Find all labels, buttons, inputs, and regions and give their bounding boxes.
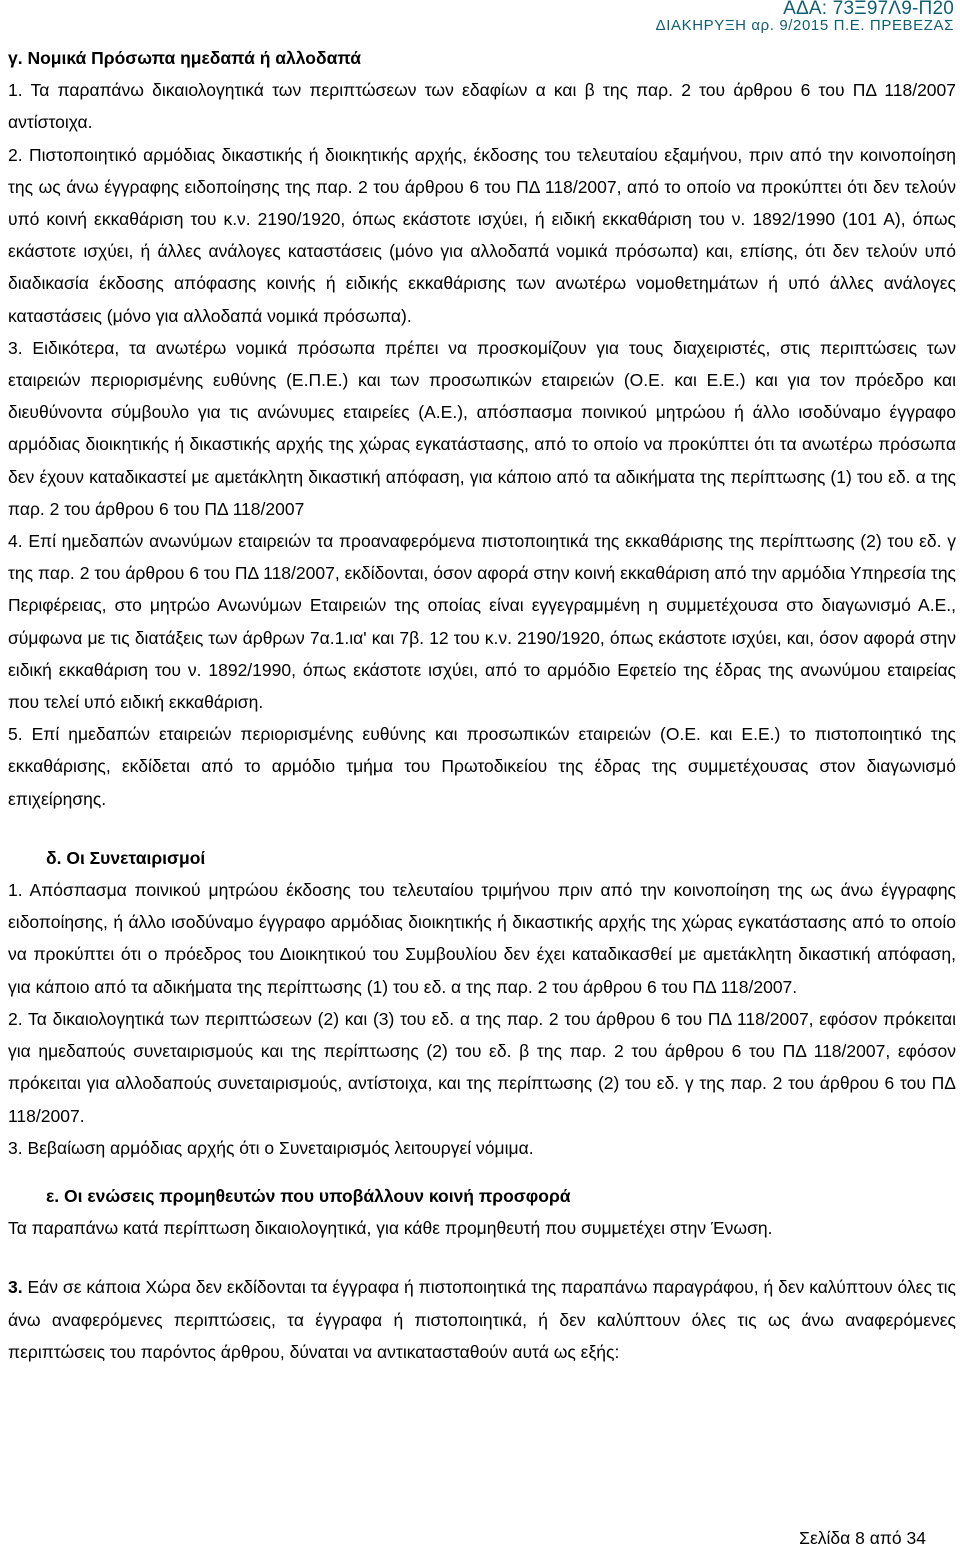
- document-body: [8, 42, 956, 1368]
- section-d-paragraph-3: 3. Βεβαίωση αρμόδιας αρχής ότι ο Συνεταιρισμός λειτουργεί νόμιμα.: [8, 1137, 534, 1158]
- section-d-title: δ. Οι Συνεταιρισμοί: [46, 847, 206, 868]
- section-e-title: ε. Οι ενώσεις προμηθευτών που υποβάλλουν κοινή προσφορά: [46, 1185, 571, 1206]
- spacer: [8, 1164, 956, 1180]
- section-e-paragraph-3: [8, 1271, 956, 1368]
- section-g-paragraph-1: 1. Τα παραπάνω δικαιολογητικά των περιπτώσεων των εδαφίων α και β της παρ. 2 του άρθρου 6 του ΠΔ 118/2007 αντίστοιχα.: [8, 80, 956, 133]
- spacer: [8, 815, 956, 842]
- paragraph-number: 3.: [8, 1277, 23, 1298]
- document-header: [656, 0, 954, 34]
- ada-code: ΑΔΑ: 73Ξ97Λ9-Π20: [783, 0, 954, 19]
- spacer: [8, 1244, 956, 1271]
- section-g-paragraph-4: 4. Επί ημεδαπών ανωνύμων εταιρειών τα προαναφερόμενα πιστοποιητικά της εκκαθάρισης της περίπτωσης (2) του εδ. γ της παρ. 2 του άρθρου 6 του ΠΔ 118/2007, εκδίδονται, όσον αφορά στην κοινή εκκαθάριση από την αρμόδια Υπηρεσία της Περιφέρειας, στο μητρώο Ανωνύμων Εταιρειών της οποίας είναι εγγεγραμμένη η συμμετέχουσα στο διαγωνισμό Α.Ε., σύμφωνα με τις διατάξεις των άρθρων 7α.1.ια' και 7β. 12 του κ.ν. 2190/1920, όπως εκάστοτε ισχύει, και, όσον αφορά στην ειδική εκκαθάριση του ν. 1892/1990, όπως εκάστοτε ισχύει, από το αρμόδιο Εφετείο της έδρας της ανωνύμου εταιρείας που τελεί υπό ειδική εκκαθάριση.: [8, 531, 956, 713]
- section-g-paragraph-5: 5. Επί ημεδαπών εταιρειών περιορισμένης ευθύνης και προσωπικών εταιρειών (Ο.Ε. και Ε.Ε.) το πιστοποιητικό της εκκαθάρισης, εκδίδεται από το αρμόδιο τμήμα του Πρωτοδικείου της έδρας της συμμετέχουσας στον διαγωνισμό επιχείρησης.: [8, 724, 956, 809]
- paragraph-text: Εάν σε κάποια Χώρα δεν εκδίδονται τα έγγραφα ή πιστοποιητικά της παραπάνω παραγράφου, ή δεν καλύπτουν όλες τις άνω αναφερόμενες περιπτώσεις, τα έγγραφα ή πιστοποιητικά, ή δεν καλύπτουν όλες τις ως άνω αναφερόμενες περιπτώσεις του παρόντος άρθρου, δύναται να αντικατασταθούν αυτά ως εξής:: [8, 1277, 956, 1362]
- section-d-paragraph-1: 1. Απόσπασμα ποινικού μητρώου έκδοσης του τελευταίου τριμήνου πριν από την κοινοποίηση της ως άνω έγγραφης ειδοποίησης, ή άλλο ισοδύναμο έγγραφο αρμόδιας διοικητικής ή δικαστικής αρχής της χώρας εγκατάστασης από το οποίο να προκύπτει ότι ο πρόεδρος του Διοικητικού του Συμβουλίου δεν έχει καταδικασθεί με αμετάκλητη δικαστική απόφαση, για κάποιο από τα αδικήματα της περίπτωσης (1) του εδ. α της παρ. 2 του άρθρου 6 του ΠΔ 118/2007.: [8, 880, 956, 997]
- section-g-title: γ. Νομικά Πρόσωπα ημεδαπά ή αλλοδαπά: [8, 48, 361, 68]
- section-d-paragraph-2: 2. Τα δικαιολογητικά των περιπτώσεων (2) και (3) του εδ. α της παρ. 2 του άρθρου 6 του ΠΔ 118/2007, εφόσον πρόκειται για ημεδαπούς συνεταιρισμούς και της περίπτωσης (2) του εδ. β της παρ. 2 του άρθρου 6 του ΠΔ 118/2007, εφόσον πρόκειται για αλλοδαπούς συνεταιρισμούς, αντίστοιχα, και της περίπτωσης (2) του εδ. γ της παρ. 2 του άρθρου 6 του ΠΔ 118/2007.: [8, 1008, 956, 1126]
- page-number: Σελίδα 8 από 34: [799, 1528, 926, 1548]
- diakiryxi-reference: ΔΙΑΚΗΡΥΞΗ αρ. 9/2015 Π.Ε. ΠΡΕΒΕΖΑΣ: [655, 17, 954, 34]
- section-g-paragraph-2: 2. Πιστοποιητικό αρμόδιας δικαστικής ή διοικητικής αρχής, έκδοσης του τελευταίου εξαμήνου, πριν από την κοινοποίηση της ως άνω έγγραφης ειδοποίησης της παρ. 2 του άρθρου 6 του ΠΔ 118/2007, από το οποίο να προκύπτει ότι δεν τελούν υπό κοινή εκκαθάριση του κ.ν. 2190/1920, όπως εκάστοτε ισχύει, ή ειδική εκκαθάριση του ν. 1892/1990 (101 Α), όπως εκάστοτε ισχύει, ή άλλες ανάλογες καταστάσεις (μόνο για αλλοδαπά νομικά πρόσωπα) και, επίσης, ότι δεν τελούν υπό διαδικασία έκδοσης απόφασης κοινής ή ειδικής εκκαθάρισης των ανωτέρω νομοθετημάτων ή υπό άλλες ανάλογες καταστάσεις (μόνο για αλλοδαπά νομικά πρόσωπα).: [8, 144, 956, 326]
- section-e-paragraph-1: Τα παραπάνω κατά περίπτωση δικαιολογητικά, για κάθε προμηθευτή που συμμετέχει στην Ένωση.: [8, 1218, 773, 1239]
- section-g-paragraph-3: 3. Ειδικότερα, τα ανωτέρω νομικά πρόσωπα πρέπει να προσκομίζουν για τους διαχειριστές, στις περιπτώσεις των εταιρειών περιορισμένης ευθύνης (Ε.Π.Ε.) και των προσωπικών εταιρειών (Ο.Ε. και Ε.Ε.) και για τον πρόεδρο και διευθύνοντα σύμβουλο για τις ανώνυμες εταιρείες (Α.Ε.), απόσπασμα ποινικού μητρώου ή άλλο ισοδύναμο έγγραφο αρμόδιας διοικητικής ή δικαστικής αρχής της χώρας εγκατάστασης, από το οποίο να προκύπτει ότι τα ανωτέρω πρόσωπα δεν έχουν καταδικαστεί με αμετάκλητη δικαστική απόφαση, για κάποιο από τα αδικήματα της περίπτωσης (1) του εδ. α της παρ. 2 του άρθρου 6 του ΠΔ 118/2007: [8, 337, 956, 519]
